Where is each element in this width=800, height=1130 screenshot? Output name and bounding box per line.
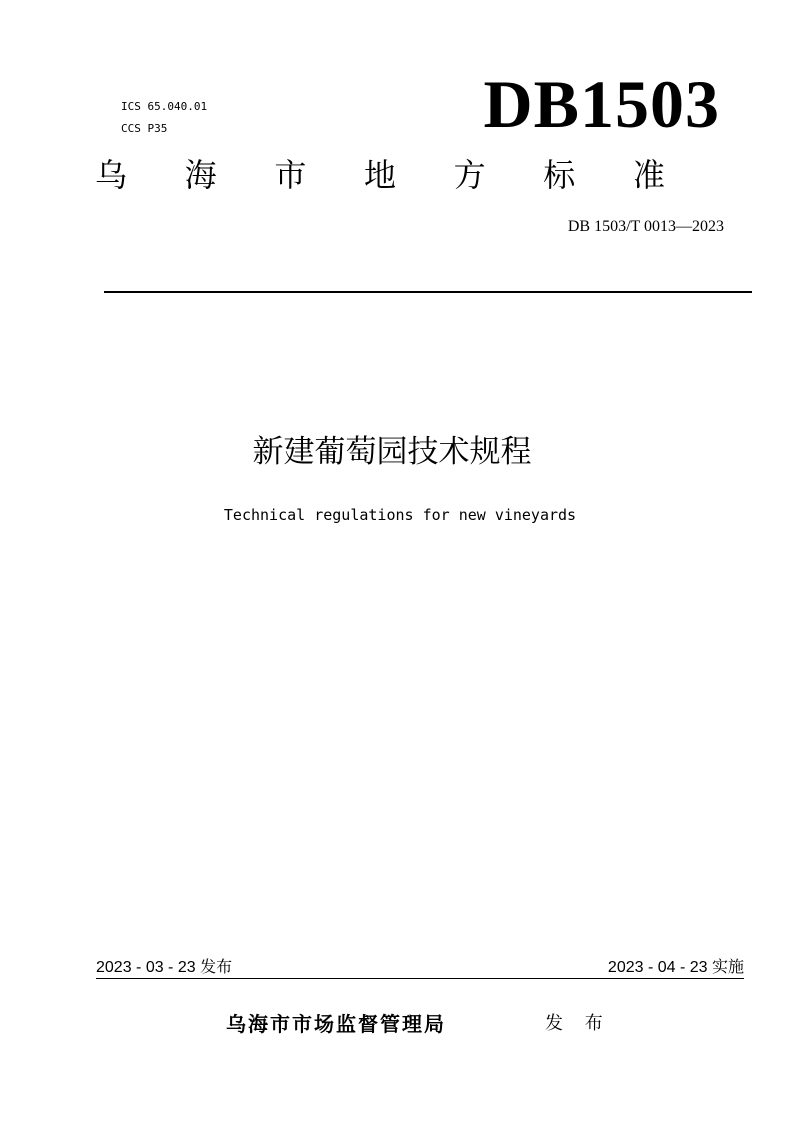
standard-type-title xyxy=(95,152,665,198)
document-title-zh: 新建葡萄园技术规程 xyxy=(252,434,532,470)
standard-type-char: 乌 xyxy=(95,156,128,194)
top-divider xyxy=(104,291,752,293)
document-title-en: Technical regulations for new vineyards xyxy=(223,506,577,524)
issue-date: 2023 - 03 - 23 发布 xyxy=(96,959,233,976)
standard-type-char: 标 xyxy=(543,156,576,194)
standard-number: DB 1503/T 0013—2023 xyxy=(567,218,724,235)
standard-type-char: 海 xyxy=(184,156,217,194)
publisher-name: 乌海市市场监督管理局 xyxy=(226,1012,446,1036)
standard-code: DB1503 xyxy=(483,66,720,142)
standard-type-char: 方 xyxy=(453,156,486,194)
implementation-date: 2023 - 04 - 23 实施 xyxy=(607,959,744,976)
standard-type-char: 地 xyxy=(363,156,396,194)
publish-label: 发 布 xyxy=(545,1013,611,1034)
standard-type-char: 市 xyxy=(274,156,307,194)
ics-code: ICS 65.040.01 xyxy=(121,100,208,113)
standard-type-char: 准 xyxy=(632,156,665,194)
bottom-divider xyxy=(96,978,744,979)
ccs-code: CCS P35 xyxy=(121,122,168,135)
